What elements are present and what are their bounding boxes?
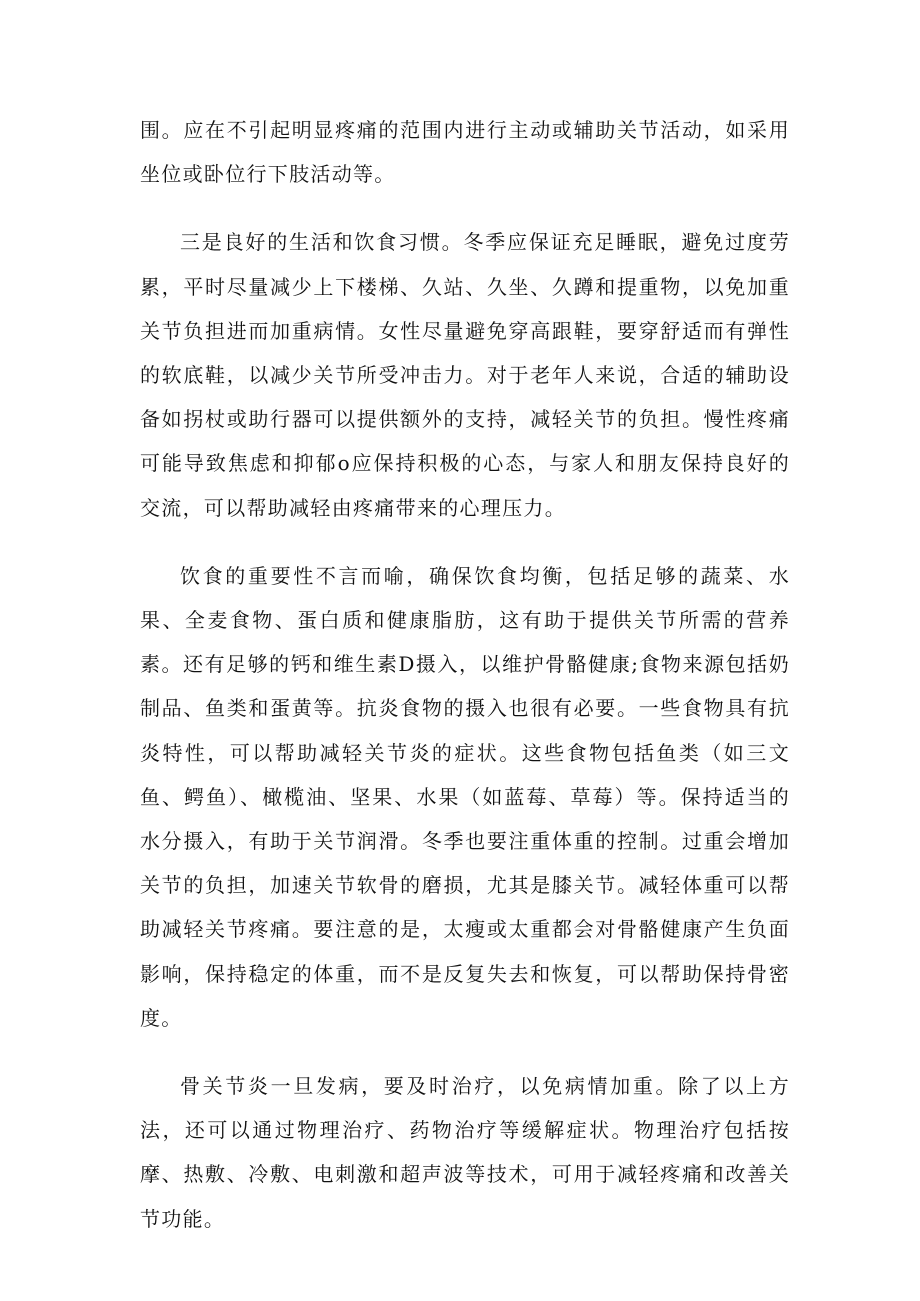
paragraph-continuation: 围。应在不引起明显疼痛的范围内进行主动或辅助关节活动，如采用坐位或卧位行下肢活动等。 xyxy=(140,118,790,187)
paragraph-lifestyle-habits: 三是良好的生活和饮食习惯。冬季应保证充足睡眠，避免过度劳累，平时尽量减少上下楼梯、久站、久坐、久蹲和提重物，以免加重关节负担进而加重病情。女性尽量避免穿高跟鞋，要穿舒适而有弹性的软底鞋，以减少关节所受冲击力。对于老年人来说，合适的辅助设备如拐杖或助行器可以提供额外的支持，减轻关节的负担。慢性疼痛可能导致焦虑和抑郁o应保持积极的心态，与家人和朋友保持良好的交流，可以帮助减轻由疼痛带来的心理压力。 xyxy=(140,230,790,520)
paragraph-diet: 饮食的重要性不言而喻，确保饮食均衡，包括足够的蔬菜、水果、全麦食物、蛋白质和健康脂肪，这有助于提供关节所需的营养素。还有足够的钙和维生素D摄入，以维护骨骼健康;食物来源包括奶制品、鱼类和蛋黄等。抗炎食物的摄入也很有必要。一些食物具有抗炎特性，可以帮助减轻关节炎的症状。这些食物包括鱼类（如三文鱼、鳄鱼）、橄榄油、坚果、水果（如蓝莓、草莓）等。保持适当的水分摄入，有助于关节润滑。冬季也要注重体重的控制。过重会增加关节的负担，加速关节软骨的磨损，尤其是膝关节。减轻体重可以帮助减轻关节疼痛。要注意的是，太瘦或太重都会对骨骼健康产生负面影响，保持稳定的体重，而不是反复失去和恢复，可以帮助保持骨密度。 xyxy=(140,563,790,1030)
paragraph-treatment: 骨关节炎一旦发病，要及时治疗，以免病情加重。除了以上方法，还可以通过物理治疗、药物治疗等缓解症状。物理治疗包括按摩、热敷、冷敷、电刺激和超声波等技术，可用于减轻疼痛和改善关节功能。 xyxy=(140,1074,790,1231)
document-body xyxy=(140,108,790,1265)
